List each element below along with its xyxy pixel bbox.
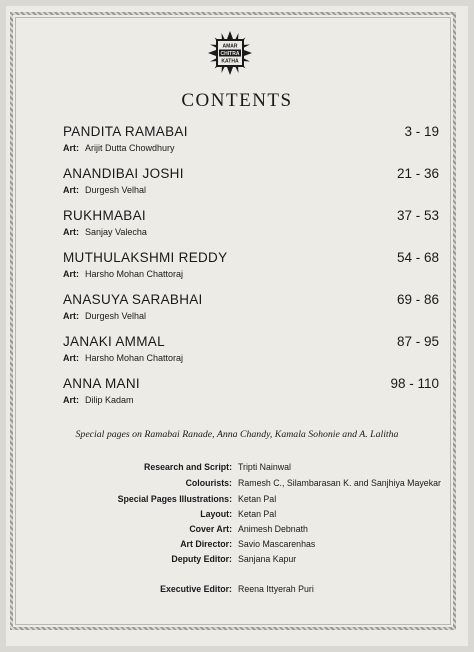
credit-line xyxy=(0,478,474,491)
credit-label: Deputy Editor: xyxy=(171,554,232,564)
credit-label: Art Director: xyxy=(180,539,232,549)
logo-text-katha: KATHA xyxy=(221,58,239,65)
entry-pages: 37 - 53 xyxy=(396,208,439,223)
logo-text-amar: AMAR xyxy=(222,43,238,50)
entry-title: ANANDIBAI JOSHI xyxy=(63,166,184,181)
artist-name: Arijit Dutta Chowdhury xyxy=(85,143,175,153)
credit-value: Ketan Pal xyxy=(238,494,277,504)
credit-line xyxy=(0,554,474,567)
art-label: Art: xyxy=(63,185,79,195)
credit-line xyxy=(0,584,474,597)
entry-title: ANASUYA SARABHAI xyxy=(63,292,203,307)
entry-artist xyxy=(63,395,439,405)
toc-entry xyxy=(63,124,439,153)
entry-artist xyxy=(63,269,439,279)
art-label: Art: xyxy=(63,395,79,405)
credit-line xyxy=(0,539,474,552)
special-pages-note: Special pages on Ramabai Ranade, Anna Chandy, Kamala Sohonie and A. Lalitha xyxy=(75,429,399,440)
art-label: Art: xyxy=(63,353,79,363)
entry-pages: 54 - 68 xyxy=(396,250,439,265)
toc-entry xyxy=(63,166,439,195)
entry-pages: 21 - 36 xyxy=(396,166,439,181)
credit-label: Research and Script: xyxy=(144,462,232,472)
entry-title: PANDITA RAMABAI xyxy=(63,124,188,139)
credit-line xyxy=(0,462,474,475)
toc-entry xyxy=(63,208,439,237)
credit-label: Executive Editor: xyxy=(160,584,232,594)
entry-title: JANAKI AMMAL xyxy=(63,334,165,349)
entry-artist xyxy=(63,227,439,237)
artist-name: Dilip Kadam xyxy=(85,395,134,405)
credit-label: Colourists: xyxy=(185,478,232,488)
artist-name: Durgesh Velhal xyxy=(85,311,147,321)
entry-pages: 69 - 86 xyxy=(396,292,439,307)
entry-pages: 3 - 19 xyxy=(404,124,439,139)
entry-artist xyxy=(63,185,439,195)
toc-entry xyxy=(63,250,439,279)
entry-title: MUTHULAKSHMI REDDY xyxy=(63,250,228,265)
entry-artist xyxy=(63,353,439,363)
credit-label: Special Pages Illustrations: xyxy=(117,494,232,504)
credit-line xyxy=(0,509,474,522)
credit-value: Animesh Debnath xyxy=(238,524,308,534)
credit-value: Sanjana Kapur xyxy=(238,554,297,564)
artist-name: Durgesh Velhal xyxy=(85,185,147,195)
toc-entry xyxy=(63,376,439,405)
art-label: Art: xyxy=(63,227,79,237)
art-label: Art: xyxy=(63,143,79,153)
art-label: Art: xyxy=(63,311,79,321)
entry-artist xyxy=(63,143,439,153)
page-title: CONTENTS xyxy=(181,90,293,111)
artist-name: Harsho Mohan Chattoraj xyxy=(85,269,184,279)
artist-name: Harsho Mohan Chattoraj xyxy=(85,353,184,363)
entry-title: ANNA MANI xyxy=(63,376,140,391)
credit-value: Ketan Pal xyxy=(238,509,277,519)
art-label: Art: xyxy=(63,269,79,279)
credit-value: Tripti Nainwal xyxy=(238,462,291,472)
credit-value: Savio Mascarenhas xyxy=(238,539,316,549)
entry-title: RUKHMABAI xyxy=(63,208,146,223)
credit-line xyxy=(0,494,474,507)
artist-name: Sanjay Valecha xyxy=(85,227,147,237)
credit-value: Reena Ittyerah Puri xyxy=(238,584,314,594)
entry-pages: 87 - 95 xyxy=(396,334,439,349)
credit-line xyxy=(0,524,474,537)
entry-artist xyxy=(63,311,439,321)
amar-chitra-katha-logo xyxy=(208,31,252,75)
credit-label: Layout: xyxy=(200,509,232,519)
logo-text-chitra: CHITRA xyxy=(220,51,240,57)
toc-entry xyxy=(63,292,439,321)
credit-value: Ramesh C., Silambarasan K. and Sanjhiya Mayekar xyxy=(238,478,441,488)
credit-label: Cover Art: xyxy=(189,524,232,534)
toc-entry xyxy=(63,334,439,363)
entry-pages: 98 - 110 xyxy=(390,376,439,391)
